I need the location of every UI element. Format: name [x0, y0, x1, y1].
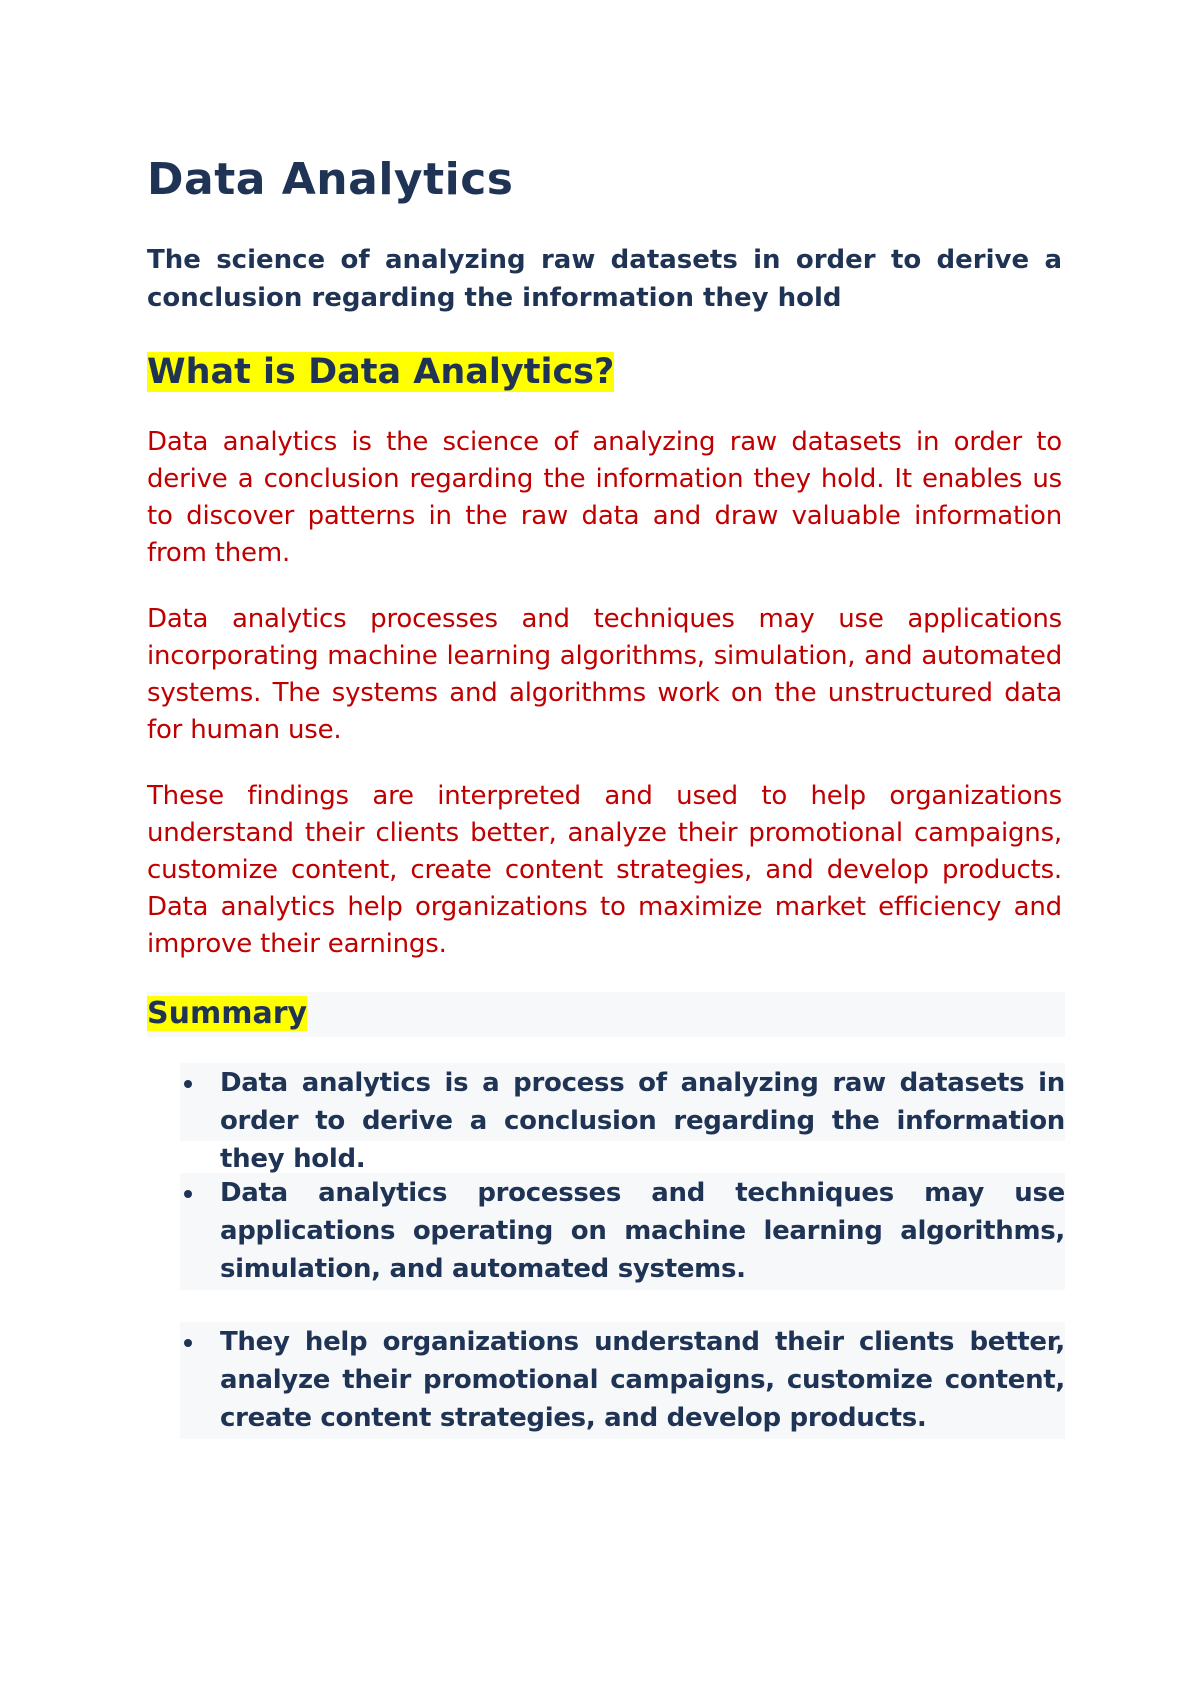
summary-item-text: Data analytics is a process of analyzing raw datasets in order to derive a conclusion regarding the information they hold.	[220, 1068, 1065, 1174]
summary-heading-text: Summary	[147, 996, 308, 1031]
summary-item-text: They help organizations understand their clients better, analyze their promotional campaigns, customize content, create content strategies, and develop products.	[220, 1327, 1065, 1433]
paragraph-1: Data analytics is the science of analyzing raw datasets in order to derive a conclusion regarding the information they hold. It enables us to discover patterns in the raw data and draw valuable information from them.	[147, 427, 1062, 568]
summary-item-text: Data analytics processes and techniques may use applications operating on machine learning algorithms, simulation, and automated systems.	[220, 1178, 1065, 1284]
document-title: Data Analytics	[147, 154, 514, 205]
summary-item	[180, 1064, 1065, 1178]
bullet-icon	[184, 1339, 192, 1347]
paragraph-2: Data analytics processes and techniques may use applications incorporating machine learning algorithms, simulation, and automated systems. The systems and algorithms work on the unstructured data for human use.	[147, 604, 1062, 745]
summary-item	[180, 1174, 1065, 1288]
section-heading-text: What is Data Analytics?	[147, 352, 615, 392]
paragraph-3: These findings are interpreted and used to help organizations understand their clients better, analyze their promotional campaigns, customize content, create content strategies, and develop products. Data analytics help organizations to maximize market efficiency and improve their earnings.	[147, 781, 1062, 959]
summary-heading	[147, 992, 307, 1036]
summary-item	[180, 1323, 1065, 1437]
bullet-icon	[184, 1190, 192, 1198]
bullet-icon	[184, 1080, 192, 1088]
section-heading	[147, 347, 614, 397]
document-subtitle: The science of analyzing raw datasets in order to derive a conclusion regarding the information they hold	[147, 245, 1062, 313]
